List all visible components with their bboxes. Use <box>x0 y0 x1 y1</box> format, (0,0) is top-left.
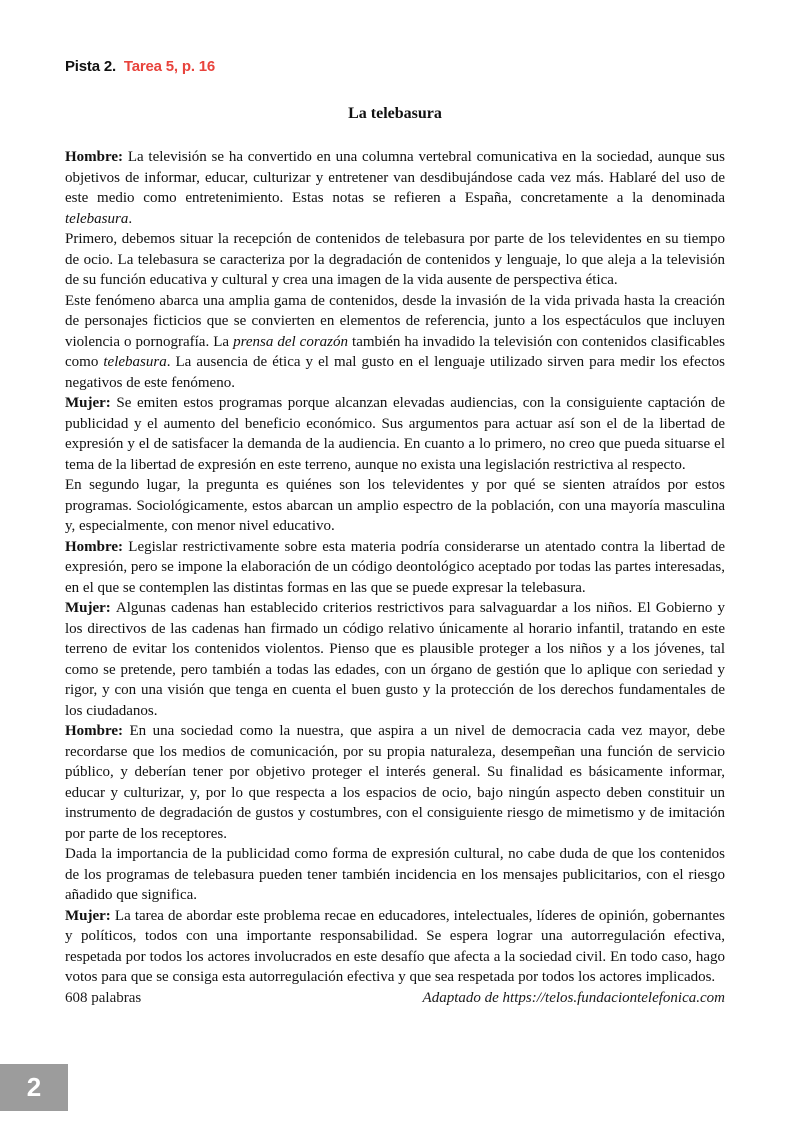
text-segment: . La ausencia de ética y el mal gusto en el lenguaje utilizado sirven para medir los efectos negativos de este fenómeno. <box>65 354 725 391</box>
text-segment: prensa del corazón <box>233 333 349 350</box>
speaker-label: Hombre: <box>65 149 128 165</box>
paragraph <box>65 598 725 721</box>
page-number: 2 <box>26 1072 42 1102</box>
track-label: Pista 2. <box>65 58 116 75</box>
paragraph <box>65 475 725 537</box>
paragraph <box>65 393 725 475</box>
paragraph <box>65 844 725 906</box>
paragraph <box>65 229 725 291</box>
text-segment: Dada la importancia de la publicidad como forma de expresión cultural, no cabe duda de que los contenidos de los programas de telebasura pueden tener también incidencia en los mensajes publicitarios, con el riesgo añadido que significa. <box>65 846 725 903</box>
text-segment: La televisión se ha convertido en una columna vertebral comunicativa en la sociedad, aunque sus objetivos de informar, educar, culturizar y entretener van desdibujándose cada vez más. Hablaré del uso de este medio como entretenimiento. Estas notas se refieren a España, concretamente a la denominada <box>65 149 725 206</box>
speaker-label: Mujer: <box>65 395 117 411</box>
source-attribution: Adaptado de https://telos.fundaciontelefonica.com <box>422 989 725 1006</box>
text-segment: Legislar restrictivamente sobre esta materia podría considerarse un atentado contra la libertad de expresión, pero se impone la elaboración de un código deontológico aceptado por todas las partes interesadas, en el que se contemplen las distintas formas en las que se puede expresar la telebasura. <box>65 538 725 596</box>
speaker-label: Mujer: <box>65 600 116 616</box>
track-header <box>65 58 725 75</box>
text-segment: Se emiten estos programas porque alcanzan elevadas audiencias, con la consiguiente captación de publicidad y el aumento del beneficio económico. Sus argumentos para actuar así son el de la libertad de expresión y el de satisfacer la demanda de la audiencia. En cuanto a lo primero, no creo que pueda situarse el tema de la libertad de expresión en este terreno, aunque no exista una legislación restrictiva al respecto. <box>65 395 725 473</box>
footer <box>65 988 725 1009</box>
text-segment: también ha invadido la televisión con contenidos clasificables como <box>65 333 726 370</box>
word-count: 608 palabras <box>65 989 142 1006</box>
text-segment: telebasura <box>65 210 129 227</box>
transcript-body <box>65 147 725 988</box>
speaker-label: Mujer: <box>65 907 115 924</box>
text-segment: La tarea de abordar este problema recae en educadores, intelectuales, líderes de opinión, gobernantes y políticos, todos con una importante responsabilidad. Se espera lograr una autorregulación efectiva, respetada por todos los actores involucrados en este desafío que afecta a la sociedad civil. En todo caso, hago votos para que se consiga esta autorregulación efectiva y que sea respetada por todos los actores implicados. <box>65 907 725 985</box>
text-segment: En segundo lugar, la pregunta es quiénes son los televidentes y por qué se sienten atraídos por estos programas. Sociológicamente, estos abarcan un amplio espectro de la población, con una mayoría masculina y, especialmente, con menor nivel educativo. <box>65 477 725 534</box>
text-segment: telebasura <box>103 354 167 370</box>
page-title: La telebasura <box>348 105 442 122</box>
text-segment: Este fenómeno abarca una amplia gama de contenidos, desde la invasión de la vida privada hasta la creación de personajes ficticios que se convierten en elementos de referencia, junto a los espectáculos que incluyen violencia o pornografía. La <box>65 292 725 350</box>
text-segment: En una sociedad como la nuestra, que aspira a un nivel de democracia cada vez mayor, debe recordarse que los medios de comunicación, por su propia naturaleza, desempeñan una función de servicio público, y deberían tener por objetivo proteger el interés general. Su finalidad es básicamente informar, educar y culturizar, y, por lo que respecta a los espacios de ocio, bajo ningún aspecto deben constituir un instrumento de degradación de gustos y costumbres, con el consiguiente riesgo de mimetismo y de imitación por parte de los receptores. <box>65 723 725 842</box>
text-segment: . <box>128 210 133 227</box>
paragraph <box>65 147 725 229</box>
paragraph <box>65 537 725 599</box>
speaker-label: Hombre: <box>65 538 129 555</box>
text-segment: Algunas cadenas han establecido criterios restrictivos para salvaguardar a los niños. El Gobierno y los directivos de las cadenas han firmado un código relativo únicamente al horario infantil, tratando en este terreno de evitar los contenidos violentos. Pienso que es plausible proteger a los niños y a los jóvenes, tal como se pretende, pero también a todas las edades, con un órgano de gestión que lo aplique con seriedad y rigor, y con una visión que tenga en cuenta el buen gusto y la protección de los derechos fundamentales de los ciudadanos. <box>65 600 725 719</box>
text-segment: Primero, debemos situar la recepción de contenidos de telebasura por parte de los televidentes en su tiempo de ocio. La telebasura se caracteriza por la degradación de contenidos y lenguaje, lo que aleja a la televisión de su función educativa y cultural y crea una imagen de la vida ausente de perspectiva ética. <box>65 231 725 288</box>
paragraph <box>65 721 725 844</box>
task-label: Tarea 5, p. 16 <box>123 58 216 75</box>
speaker-label: Hombre: <box>65 723 130 739</box>
paragraph <box>65 291 725 394</box>
page-number-tab <box>0 1064 68 1111</box>
paragraph <box>65 906 725 988</box>
